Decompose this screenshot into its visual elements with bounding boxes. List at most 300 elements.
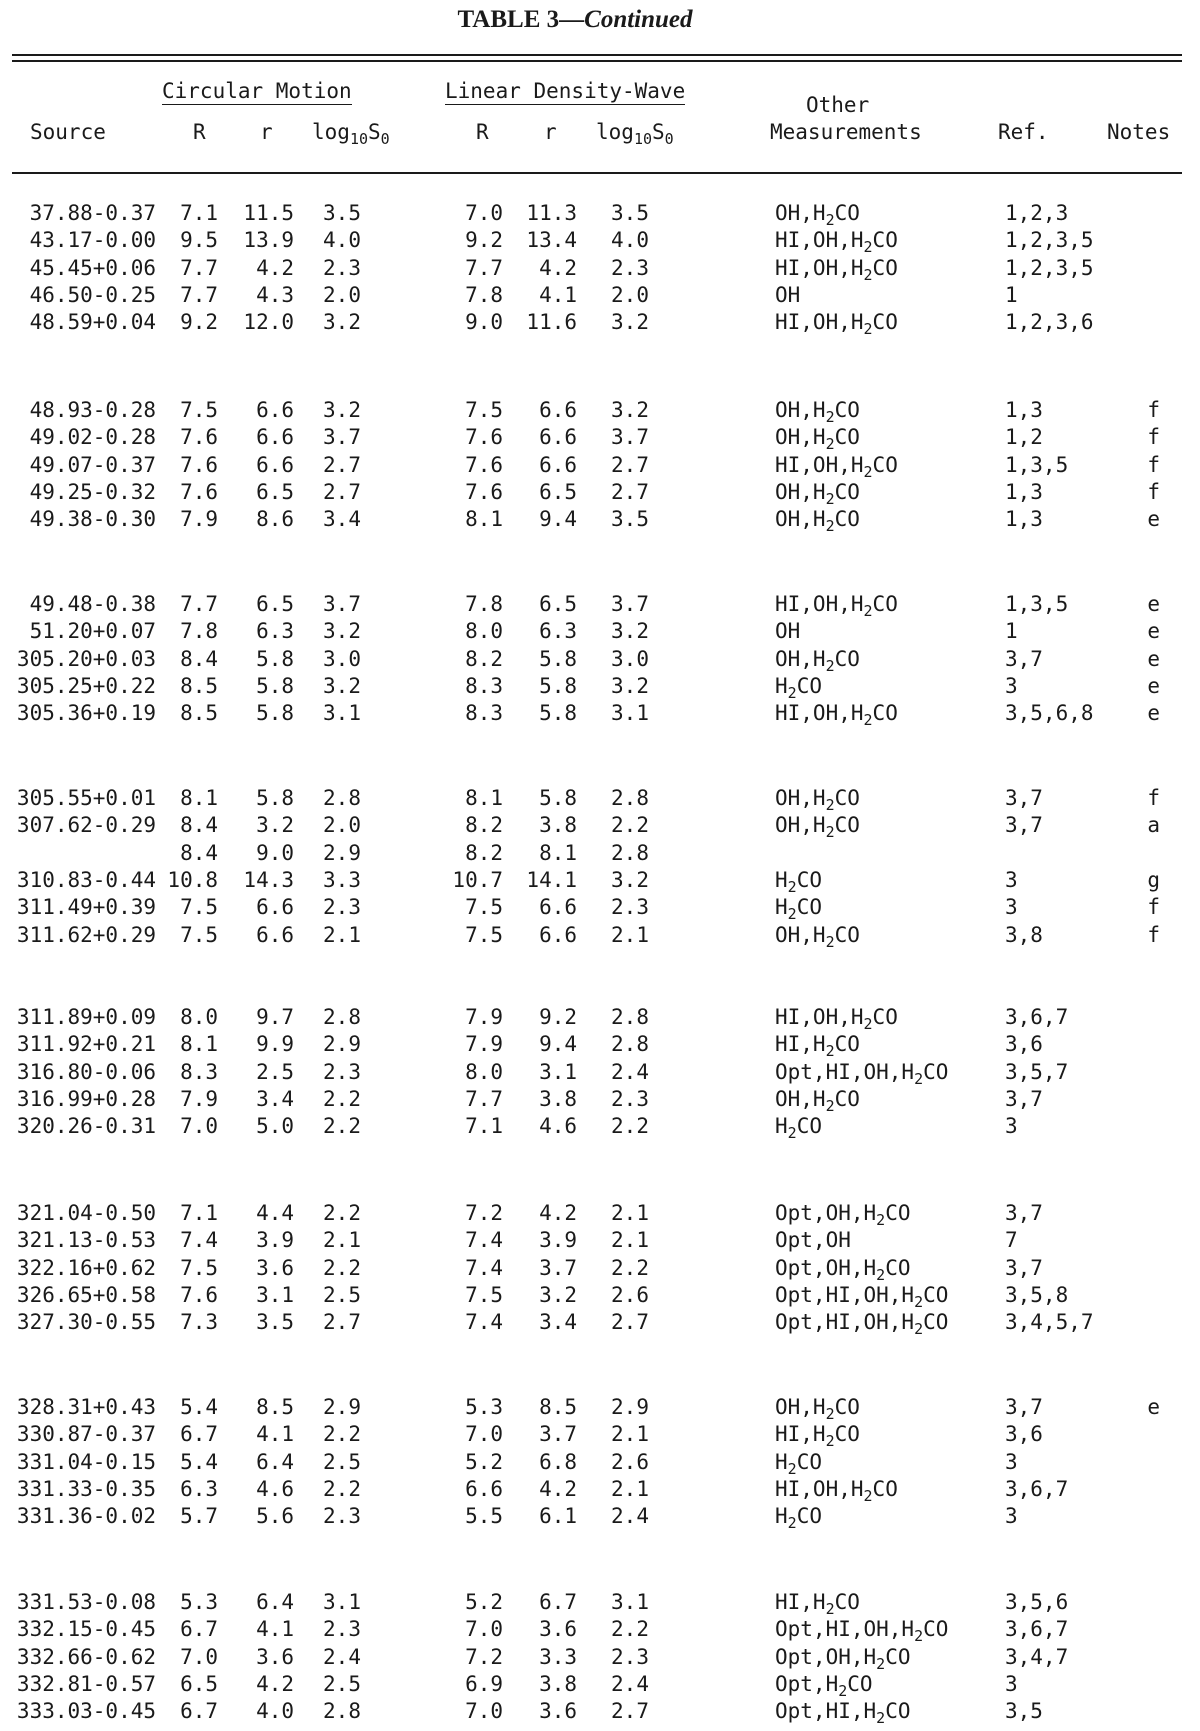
row-31-circular-r: 3.5 bbox=[256, 1310, 294, 1335]
row-25-linear-r: 3.8 bbox=[539, 1086, 577, 1111]
row-39-linear-r: 3.3 bbox=[539, 1644, 577, 1669]
row-41-other-measurements: $Opt,HI,H_2CO$ bbox=[775, 1699, 911, 1728]
row-29-circular-R: 7.5 bbox=[180, 1255, 218, 1280]
row-33-circular-R: 6.7 bbox=[180, 1422, 218, 1447]
row-10-ref: 1,3 bbox=[1005, 507, 1043, 532]
row-20-linear-r: 6.6 bbox=[539, 895, 577, 920]
row-2-linear-R: 9.2 bbox=[465, 228, 503, 253]
header-group-linear-density-wave: Linear Density-Wave bbox=[445, 79, 686, 103]
row-1-circular-R: 7.1 bbox=[180, 201, 218, 225]
row-13-note: e bbox=[1147, 646, 1160, 671]
row-12-other-measurements: OH bbox=[775, 619, 801, 644]
row-22-circular-R: 8.0 bbox=[180, 1005, 218, 1029]
row-23-source: 311.92+0.21 bbox=[16, 1032, 156, 1057]
row-36-linear-log-s0: 2.4 bbox=[611, 1504, 649, 1529]
row-37-circular-log-s0: 3.1 bbox=[323, 1590, 361, 1614]
row-27-linear-log-s0: 2.1 bbox=[611, 1201, 649, 1225]
row-39-circular-r: 3.6 bbox=[256, 1644, 294, 1669]
row-22-source: 311.89+0.09 bbox=[16, 1005, 156, 1029]
row-12-linear-R: 8.0 bbox=[465, 619, 503, 644]
header-source: Source bbox=[30, 120, 106, 144]
row-38-linear-log-s0: 2.2 bbox=[611, 1617, 649, 1642]
row-33-circular-log-s0: 2.2 bbox=[323, 1422, 361, 1447]
row-32-circular-r: 8.5 bbox=[256, 1395, 294, 1419]
row-14-linear-r: 5.8 bbox=[539, 673, 577, 698]
row-22-circular-log-s0: 2.8 bbox=[323, 1005, 361, 1029]
row-25-circular-log-s0: 2.2 bbox=[323, 1086, 361, 1111]
row-27-linear-r: 4.2 bbox=[539, 1201, 577, 1225]
row-31-other-measurements: $Opt,HI,OH,H_2CO$ bbox=[775, 1310, 949, 1339]
row-30-linear-log-s0: 2.6 bbox=[611, 1282, 649, 1307]
row-9-circular-R: 7.6 bbox=[180, 479, 218, 504]
row-10-source: 49.38-0.30 bbox=[29, 507, 156, 532]
row-26-linear-r: 4.6 bbox=[539, 1114, 577, 1139]
row-40-circular-r: 4.2 bbox=[256, 1671, 294, 1696]
row-10-note: e bbox=[1147, 507, 1160, 532]
row-10-linear-R: 8.1 bbox=[465, 507, 503, 532]
row-33-circular-r: 4.1 bbox=[256, 1422, 294, 1447]
row-24-linear-R: 8.0 bbox=[465, 1059, 503, 1084]
row-30-circular-R: 7.6 bbox=[180, 1282, 218, 1307]
row-7-circular-r: 6.6 bbox=[256, 425, 294, 450]
row-19-note: g bbox=[1147, 867, 1160, 892]
row-38-other-measurements: $Opt,HI,OH,H_2CO$ bbox=[775, 1617, 949, 1646]
row-5-circular-log-s0: 3.2 bbox=[323, 310, 361, 335]
row-6-other-measurements: $OH,H_2CO$ bbox=[775, 398, 860, 426]
row-34-linear-r: 6.8 bbox=[539, 1449, 577, 1474]
row-39-source: 332.66-0.62 bbox=[16, 1644, 156, 1669]
row-13-linear-R: 8.2 bbox=[465, 646, 503, 671]
row-29-linear-r: 3.7 bbox=[539, 1255, 577, 1280]
header-other-line2: Measurements bbox=[770, 120, 922, 144]
row-22-ref: 3,6,7 bbox=[1005, 1005, 1069, 1029]
row-37-circular-r: 6.4 bbox=[256, 1590, 294, 1614]
row-12-circular-R: 7.8 bbox=[180, 619, 218, 644]
row-40-other-measurements: $Opt,H_2CO$ bbox=[775, 1671, 873, 1700]
row-31-circular-log-s0: 2.7 bbox=[323, 1310, 361, 1335]
row-19-other-measurements: $H_2CO$ bbox=[775, 867, 822, 896]
row-22-circular-r: 9.7 bbox=[256, 1005, 294, 1029]
row-17-linear-r: 3.8 bbox=[539, 813, 577, 838]
row-40-linear-r: 3.8 bbox=[539, 1671, 577, 1696]
row-1-ref: 1,2,3 bbox=[1005, 201, 1069, 225]
row-16-circular-log-s0: 2.8 bbox=[323, 786, 361, 810]
row-23-circular-log-s0: 2.9 bbox=[323, 1032, 361, 1057]
row-4-other-measurements: OH bbox=[775, 282, 801, 307]
row-7-other-measurements: $OH,H_2CO$ bbox=[775, 425, 860, 454]
row-38-linear-R: 7.0 bbox=[465, 1617, 503, 1642]
row-1-linear-log-s0: 3.5 bbox=[611, 201, 649, 225]
table-title-main: TABLE 3— bbox=[457, 6, 585, 33]
row-2-linear-log-s0: 4.0 bbox=[611, 228, 649, 253]
row-26-ref: 3 bbox=[1005, 1114, 1018, 1139]
row-21-other-measurements: $OH,H_2CO$ bbox=[775, 922, 860, 951]
row-35-circular-R: 6.3 bbox=[180, 1476, 218, 1501]
row-20-linear-R: 7.5 bbox=[465, 895, 503, 920]
row-21-note: f bbox=[1147, 922, 1160, 947]
row-37-linear-log-s0: 3.1 bbox=[611, 1590, 649, 1614]
row-9-linear-r: 6.5 bbox=[539, 479, 577, 504]
row-12-ref: 1 bbox=[1005, 619, 1018, 644]
row-32-circular-log-s0: 2.9 bbox=[323, 1395, 361, 1419]
row-24-circular-log-s0: 2.3 bbox=[323, 1059, 361, 1084]
row-1-source: 37.88-0.37 bbox=[29, 201, 156, 225]
row-23-linear-log-s0: 2.8 bbox=[611, 1032, 649, 1057]
row-3-linear-r: 4.2 bbox=[539, 255, 577, 280]
row-41-linear-log-s0: 2.7 bbox=[611, 1699, 649, 1724]
row-23-ref: 3,6 bbox=[1005, 1032, 1043, 1057]
row-24-circular-r: 2.5 bbox=[256, 1059, 294, 1084]
row-11-other-measurements: $HI,OH,H_2CO$ bbox=[775, 592, 898, 620]
row-12-circular-log-s0: 3.2 bbox=[323, 619, 361, 644]
row-25-source: 316.99+0.28 bbox=[16, 1086, 156, 1111]
row-32-linear-r: 8.5 bbox=[539, 1395, 577, 1419]
row-1-linear-R: 7.0 bbox=[465, 201, 503, 225]
row-8-note: f bbox=[1147, 452, 1160, 477]
row-32-linear-R: 5.3 bbox=[465, 1395, 503, 1419]
row-12-circular-r: 6.3 bbox=[256, 619, 294, 644]
row-38-circular-r: 4.1 bbox=[256, 1617, 294, 1642]
row-9-linear-log-s0: 2.7 bbox=[611, 479, 649, 504]
row-2-source: 43.17-0.00 bbox=[29, 228, 156, 253]
row-29-circular-r: 3.6 bbox=[256, 1255, 294, 1280]
row-38-circular-log-s0: 2.3 bbox=[323, 1617, 361, 1642]
row-9-other-measurements: $OH,H_2CO$ bbox=[775, 479, 860, 508]
row-19-circular-R: 10.8 bbox=[167, 867, 218, 892]
row-10-linear-log-s0: 3.5 bbox=[611, 507, 649, 532]
row-21-linear-r: 6.6 bbox=[539, 922, 577, 947]
row-5-circular-r: 12.0 bbox=[243, 310, 294, 335]
row-29-other-measurements: $Opt,OH,H_2CO$ bbox=[775, 1255, 911, 1284]
row-6-linear-r: 6.6 bbox=[539, 398, 577, 422]
row-31-circular-R: 7.3 bbox=[180, 1310, 218, 1335]
row-31-linear-R: 7.4 bbox=[465, 1310, 503, 1335]
row-37-source: 331.53-0.08 bbox=[16, 1590, 156, 1614]
row-7-linear-log-s0: 3.7 bbox=[611, 425, 649, 450]
row-3-linear-R: 7.7 bbox=[465, 255, 503, 280]
row-25-linear-log-s0: 2.3 bbox=[611, 1086, 649, 1111]
row-32-note: e bbox=[1147, 1395, 1160, 1419]
row-20-circular-r: 6.6 bbox=[256, 895, 294, 920]
row-17-note: a bbox=[1147, 813, 1160, 838]
row-13-other-measurements: $OH,H_2CO$ bbox=[775, 646, 860, 675]
row-33-ref: 3,6 bbox=[1005, 1422, 1043, 1447]
row-23-linear-r: 9.4 bbox=[539, 1032, 577, 1057]
row-16-linear-R: 8.1 bbox=[465, 786, 503, 810]
row-16-other-measurements: $OH,H_2CO$ bbox=[775, 786, 860, 814]
row-23-circular-R: 8.1 bbox=[180, 1032, 218, 1057]
row-10-linear-r: 9.4 bbox=[539, 507, 577, 532]
row-7-circular-R: 7.6 bbox=[180, 425, 218, 450]
row-29-source: 322.16+0.62 bbox=[16, 1255, 156, 1280]
row-19-linear-log-s0: 3.2 bbox=[611, 867, 649, 892]
row-10-circular-r: 8.6 bbox=[256, 507, 294, 532]
row-41-ref: 3,5 bbox=[1005, 1699, 1043, 1724]
row-27-linear-R: 7.2 bbox=[465, 1201, 503, 1225]
row-29-linear-R: 7.4 bbox=[465, 1255, 503, 1280]
row-21-circular-r: 6.6 bbox=[256, 922, 294, 947]
row-4-linear-R: 7.8 bbox=[465, 282, 503, 307]
row-24-other-measurements: $Opt,HI,OH,H_2CO$ bbox=[775, 1059, 949, 1088]
row-41-linear-R: 7.0 bbox=[465, 1699, 503, 1724]
row-28-other-measurements: Opt,OH bbox=[775, 1228, 851, 1253]
row-7-linear-R: 7.6 bbox=[465, 425, 503, 450]
row-17-circular-log-s0: 2.0 bbox=[323, 813, 361, 838]
row-41-linear-r: 3.6 bbox=[539, 1699, 577, 1724]
table-title-continued: Continued bbox=[584, 6, 693, 33]
row-20-circular-log-s0: 2.3 bbox=[323, 895, 361, 920]
row-34-linear-R: 5.2 bbox=[465, 1449, 503, 1474]
row-14-circular-R: 8.5 bbox=[180, 673, 218, 698]
row-38-circular-R: 6.7 bbox=[180, 1617, 218, 1642]
row-36-circular-R: 5.7 bbox=[180, 1504, 218, 1529]
row-5-other-measurements: $HI,OH,H_2CO$ bbox=[775, 310, 898, 339]
row-33-linear-R: 7.0 bbox=[465, 1422, 503, 1447]
row-4-circular-log-s0: 2.0 bbox=[323, 282, 361, 307]
row-19-ref: 3 bbox=[1005, 867, 1018, 892]
row-10-circular-log-s0: 3.4 bbox=[323, 507, 361, 532]
row-4-source: 46.50-0.25 bbox=[29, 282, 156, 307]
row-2-ref: 1,2,3,5 bbox=[1005, 228, 1094, 253]
row-31-linear-r: 3.4 bbox=[539, 1310, 577, 1335]
row-9-ref: 1,3 bbox=[1005, 479, 1043, 504]
row-40-circular-log-s0: 2.5 bbox=[323, 1671, 361, 1696]
row-11-ref: 1,3,5 bbox=[1005, 592, 1069, 616]
row-1-circular-r: 11.5 bbox=[243, 201, 294, 225]
row-26-circular-R: 7.0 bbox=[180, 1114, 218, 1139]
row-5-ref: 1,2,3,6 bbox=[1005, 310, 1094, 335]
row-9-source: 49.25-0.32 bbox=[29, 479, 156, 504]
row-9-circular-r: 6.5 bbox=[256, 479, 294, 504]
row-35-other-measurements: $HI,OH,H_2CO$ bbox=[775, 1476, 898, 1505]
row-13-circular-r: 5.8 bbox=[256, 646, 294, 671]
row-30-source: 326.65+0.58 bbox=[16, 1282, 156, 1307]
row-28-source: 321.13-0.53 bbox=[16, 1228, 156, 1253]
row-37-other-measurements: $HI,H_2CO$ bbox=[775, 1590, 860, 1618]
header-circular-log10S0: $\log_{10}S_0$ bbox=[312, 120, 390, 148]
row-34-circular-R: 5.4 bbox=[180, 1449, 218, 1474]
row-40-ref: 3 bbox=[1005, 1671, 1018, 1696]
row-16-circular-R: 8.1 bbox=[180, 786, 218, 810]
row-39-circular-log-s0: 2.4 bbox=[323, 1644, 361, 1669]
row-13-circular-log-s0: 3.0 bbox=[323, 646, 361, 671]
row-24-linear-log-s0: 2.4 bbox=[611, 1059, 649, 1084]
row-2-circular-r: 13.9 bbox=[243, 228, 294, 253]
row-34-circular-log-s0: 2.5 bbox=[323, 1449, 361, 1474]
row-27-ref: 3,7 bbox=[1005, 1201, 1043, 1225]
row-38-linear-r: 3.6 bbox=[539, 1617, 577, 1642]
row-27-source: 321.04-0.50 bbox=[16, 1201, 156, 1225]
row-35-circular-r: 4.6 bbox=[256, 1476, 294, 1501]
row-20-linear-log-s0: 2.3 bbox=[611, 895, 649, 920]
table-title bbox=[0, 6, 1150, 34]
row-32-source: 328.31+0.43 bbox=[16, 1395, 156, 1419]
row-31-linear-log-s0: 2.7 bbox=[611, 1310, 649, 1335]
row-21-ref: 3,8 bbox=[1005, 922, 1043, 947]
row-15-circular-R: 8.5 bbox=[180, 701, 218, 726]
row-12-linear-r: 6.3 bbox=[539, 619, 577, 644]
row-30-linear-r: 3.2 bbox=[539, 1282, 577, 1307]
row-23-circular-r: 9.9 bbox=[256, 1032, 294, 1057]
row-18-linear-R: 8.2 bbox=[465, 840, 503, 865]
row-17-linear-R: 8.2 bbox=[465, 813, 503, 838]
row-15-linear-r: 5.8 bbox=[539, 701, 577, 726]
row-36-other-measurements: $H_2CO$ bbox=[775, 1504, 822, 1533]
row-25-other-measurements: $OH,H_2CO$ bbox=[775, 1086, 860, 1115]
row-7-source: 49.02-0.28 bbox=[29, 425, 156, 450]
row-11-note: e bbox=[1147, 592, 1160, 616]
row-34-other-measurements: $H_2CO$ bbox=[775, 1449, 822, 1478]
row-16-linear-log-s0: 2.8 bbox=[611, 786, 649, 810]
row-26-linear-R: 7.1 bbox=[465, 1114, 503, 1139]
row-7-note: f bbox=[1147, 425, 1160, 450]
row-1-linear-r: 11.3 bbox=[526, 201, 577, 225]
row-36-circular-r: 5.6 bbox=[256, 1504, 294, 1529]
row-19-linear-R: 10.7 bbox=[452, 867, 503, 892]
row-22-other-measurements: $HI,OH,H_2CO$ bbox=[775, 1005, 898, 1033]
row-15-linear-R: 8.3 bbox=[465, 701, 503, 726]
row-14-linear-R: 8.3 bbox=[465, 673, 503, 698]
row-11-source: 49.48-0.38 bbox=[29, 592, 156, 616]
row-5-source: 48.59+0.04 bbox=[29, 310, 156, 335]
row-3-linear-log-s0: 2.3 bbox=[611, 255, 649, 280]
row-18-circular-R: 8.4 bbox=[180, 840, 218, 865]
row-26-source: 320.26-0.31 bbox=[16, 1114, 156, 1139]
row-2-circular-R: 9.5 bbox=[180, 228, 218, 253]
row-34-linear-log-s0: 2.6 bbox=[611, 1449, 649, 1474]
row-8-linear-R: 7.6 bbox=[465, 452, 503, 477]
row-22-linear-log-s0: 2.8 bbox=[611, 1005, 649, 1029]
row-20-other-measurements: $H_2CO$ bbox=[775, 895, 822, 924]
row-14-linear-log-s0: 3.2 bbox=[611, 673, 649, 698]
row-8-circular-R: 7.6 bbox=[180, 452, 218, 477]
row-24-circular-R: 8.3 bbox=[180, 1059, 218, 1084]
row-6-note: f bbox=[1147, 398, 1160, 422]
row-21-linear-R: 7.5 bbox=[465, 922, 503, 947]
row-10-circular-R: 7.9 bbox=[180, 507, 218, 532]
row-30-linear-R: 7.5 bbox=[465, 1282, 503, 1307]
row-30-circular-log-s0: 2.5 bbox=[323, 1282, 361, 1307]
row-1-circular-log-s0: 3.5 bbox=[323, 201, 361, 225]
row-15-linear-log-s0: 3.1 bbox=[611, 701, 649, 726]
row-30-other-measurements: $Opt,HI,OH,H_2CO$ bbox=[775, 1282, 949, 1311]
row-26-other-measurements: $H_2CO$ bbox=[775, 1114, 822, 1143]
row-14-circular-r: 5.8 bbox=[256, 673, 294, 698]
row-6-circular-R: 7.5 bbox=[180, 398, 218, 422]
row-39-linear-log-s0: 2.3 bbox=[611, 1644, 649, 1669]
row-31-ref: 3,4,5,7 bbox=[1005, 1310, 1094, 1335]
top-double-rule-1 bbox=[12, 54, 1182, 56]
row-40-linear-log-s0: 2.4 bbox=[611, 1671, 649, 1696]
row-8-source: 49.07-0.37 bbox=[29, 452, 156, 477]
header-ref: Ref. bbox=[998, 120, 1049, 144]
row-37-circular-R: 5.3 bbox=[180, 1590, 218, 1614]
row-20-ref: 3 bbox=[1005, 895, 1018, 920]
header-group-circular-motion: Circular Motion bbox=[162, 79, 352, 103]
row-27-circular-r: 4.4 bbox=[256, 1201, 294, 1225]
row-16-note: f bbox=[1147, 786, 1160, 810]
row-37-linear-r: 6.7 bbox=[539, 1590, 577, 1614]
header-notes: Notes bbox=[1107, 120, 1171, 144]
row-3-ref: 1,2,3,5 bbox=[1005, 255, 1094, 280]
row-11-circular-log-s0: 3.7 bbox=[323, 592, 361, 616]
row-8-linear-r: 6.6 bbox=[539, 452, 577, 477]
row-41-circular-log-s0: 2.8 bbox=[323, 1699, 361, 1724]
row-17-circular-r: 3.2 bbox=[256, 813, 294, 838]
row-29-ref: 3,7 bbox=[1005, 1255, 1043, 1280]
row-37-ref: 3,5,6 bbox=[1005, 1590, 1069, 1614]
row-33-source: 330.87-0.37 bbox=[16, 1422, 156, 1447]
row-25-circular-R: 7.9 bbox=[180, 1086, 218, 1111]
row-37-linear-R: 5.2 bbox=[465, 1590, 503, 1614]
row-31-source: 327.30-0.55 bbox=[16, 1310, 156, 1335]
row-8-other-measurements: $HI,OH,H_2CO$ bbox=[775, 452, 898, 481]
row-4-linear-r: 4.1 bbox=[539, 282, 577, 307]
row-16-source: 305.55+0.01 bbox=[16, 786, 156, 810]
row-4-linear-log-s0: 2.0 bbox=[611, 282, 649, 307]
row-36-ref: 3 bbox=[1005, 1504, 1018, 1529]
row-5-linear-log-s0: 3.2 bbox=[611, 310, 649, 335]
row-21-source: 311.62+0.29 bbox=[16, 922, 156, 947]
row-32-linear-log-s0: 2.9 bbox=[611, 1395, 649, 1419]
header-bottom-rule bbox=[12, 172, 1182, 174]
row-40-source: 332.81-0.57 bbox=[16, 1671, 156, 1696]
row-35-linear-R: 6.6 bbox=[465, 1476, 503, 1501]
row-34-circular-r: 6.4 bbox=[256, 1449, 294, 1474]
row-6-linear-log-s0: 3.2 bbox=[611, 398, 649, 422]
row-21-circular-log-s0: 2.1 bbox=[323, 922, 361, 947]
row-11-linear-r: 6.5 bbox=[539, 592, 577, 616]
row-13-source: 305.20+0.03 bbox=[16, 646, 156, 671]
row-3-source: 45.45+0.06 bbox=[29, 255, 156, 280]
row-3-other-measurements: $HI,OH,H_2CO$ bbox=[775, 255, 898, 284]
row-13-ref: 3,7 bbox=[1005, 646, 1043, 671]
row-32-other-measurements: $OH,H_2CO$ bbox=[775, 1395, 860, 1423]
row-12-note: e bbox=[1147, 619, 1160, 644]
row-27-other-measurements: $Opt,OH,H_2CO$ bbox=[775, 1201, 911, 1229]
row-11-circular-R: 7.7 bbox=[180, 592, 218, 616]
row-14-source: 305.25+0.22 bbox=[16, 673, 156, 698]
row-19-circular-log-s0: 3.3 bbox=[323, 867, 361, 892]
header-linear-R: R bbox=[476, 120, 489, 144]
row-24-linear-r: 3.1 bbox=[539, 1059, 577, 1084]
row-27-circular-log-s0: 2.2 bbox=[323, 1201, 361, 1225]
row-12-source: 51.20+0.07 bbox=[29, 619, 156, 644]
row-3-circular-log-s0: 2.3 bbox=[323, 255, 361, 280]
row-15-source: 305.36+0.19 bbox=[16, 701, 156, 726]
row-38-ref: 3,6,7 bbox=[1005, 1617, 1069, 1642]
row-41-source: 333.03-0.45 bbox=[16, 1699, 156, 1724]
row-18-circular-r: 9.0 bbox=[256, 840, 294, 865]
header-linear-log10S0: $\log_{10}S_0$ bbox=[596, 120, 674, 148]
row-20-source: 311.49+0.39 bbox=[16, 895, 156, 920]
row-11-linear-log-s0: 3.7 bbox=[611, 592, 649, 616]
row-19-source: 310.83-0.44 bbox=[16, 867, 156, 892]
row-33-other-measurements: $HI,H_2CO$ bbox=[775, 1422, 860, 1451]
row-39-other-measurements: $Opt,OH,H_2CO$ bbox=[775, 1644, 911, 1673]
row-39-circular-R: 7.0 bbox=[180, 1644, 218, 1669]
row-34-ref: 3 bbox=[1005, 1449, 1018, 1474]
row-22-linear-r: 9.2 bbox=[539, 1005, 577, 1029]
row-24-ref: 3,5,7 bbox=[1005, 1059, 1069, 1084]
row-28-linear-R: 7.4 bbox=[465, 1228, 503, 1253]
row-29-linear-log-s0: 2.2 bbox=[611, 1255, 649, 1280]
row-25-linear-R: 7.7 bbox=[465, 1086, 503, 1111]
row-15-note: e bbox=[1147, 701, 1160, 726]
row-9-note: f bbox=[1147, 479, 1160, 504]
top-double-rule-2 bbox=[12, 60, 1182, 62]
row-16-circular-r: 5.8 bbox=[256, 786, 294, 810]
